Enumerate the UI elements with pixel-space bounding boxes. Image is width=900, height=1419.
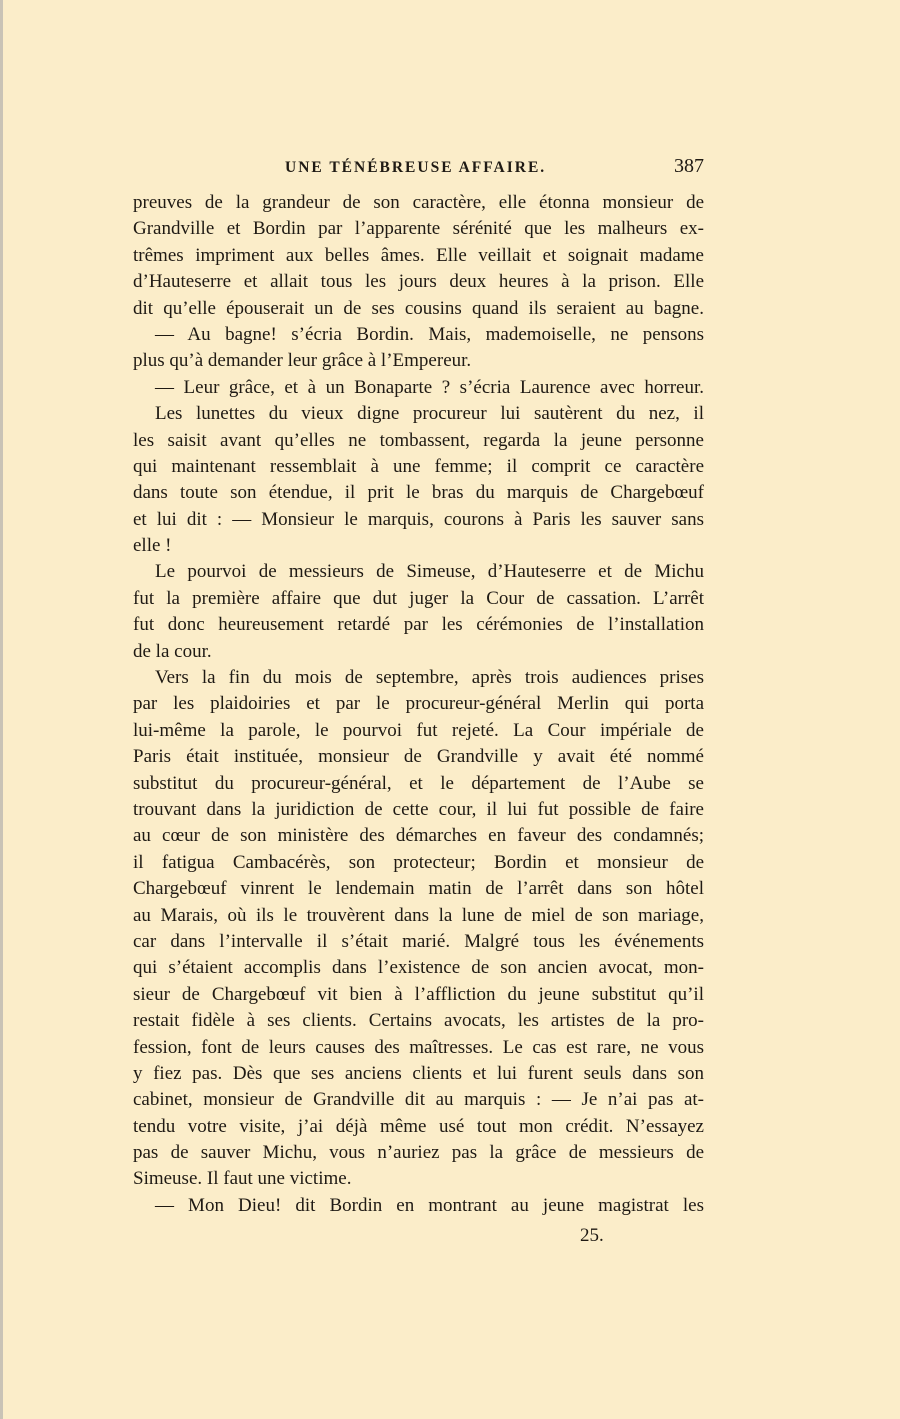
- text-line: pas de sauver Michu, vous n’auriez pas la grâce de messieurs de: [133, 1142, 704, 1164]
- text-line: de la cour.: [133, 640, 212, 662]
- text-line: fession, font de leurs causes des maîtresses. Le cas est rare, ne vous: [133, 1036, 704, 1058]
- running-title: UNE TÉNÉBREUSE AFFAIRE.: [285, 159, 547, 176]
- scan-edge: [0, 0, 3, 1419]
- text-line: trouvant dans la juridiction de cette cour, il lui fut possible de faire: [133, 798, 704, 820]
- text-line: elle !: [133, 535, 172, 557]
- text-line: Vers la fin du mois de septembre, après trois audiences prises: [155, 667, 704, 689]
- text-line: fut donc heureusement retardé par les cérémonies de l’installation: [133, 614, 704, 636]
- text-line: au Marais, où ils le trouvèrent dans la lune de miel de son mariage,: [133, 904, 704, 926]
- text-line: substitut du procureur-général, et le département de l’Aube se: [133, 772, 704, 794]
- running-head: [133, 157, 704, 187]
- text-line: restait fidèle à ses clients. Certains avocats, les artistes de la pro-: [133, 1010, 704, 1032]
- text-line: sieur de Chargebœuf vit bien à l’affliction du jeune substitut qu’il: [133, 983, 704, 1005]
- signature-mark: 25.: [580, 1225, 604, 1246]
- text-line: qui s’étaient accomplis dans l’existence de son ancien avocat, mon-: [133, 957, 704, 979]
- text-line: y fiez pas. Dès que ses anciens clients et lui furent seuls dans son: [133, 1062, 704, 1084]
- text-line: car dans l’intervalle il s’était marié. Malgré tous les événements: [133, 930, 704, 952]
- page-number: 387: [674, 155, 704, 177]
- text-line: Le pourvoi de messieurs de Simeuse, d’Hauteserre et de Michu: [155, 561, 704, 583]
- text-line: Simeuse. Il faut une victime.: [133, 1168, 352, 1190]
- text-line: par les plaidoiries et par le procureur-général Merlin qui porta: [133, 693, 704, 715]
- text-line: trêmes impriment aux belles âmes. Elle veillait et soignait madame: [133, 244, 704, 266]
- text-line: dans toute son étendue, il prit le bras du marquis de Chargebœuf: [133, 482, 704, 504]
- text-line: plus qu’à demander leur grâce à l’Empereur.: [133, 350, 472, 372]
- text-line: — Leur grâce, et à un Bonaparte ? s’écria Laurence avec horreur.: [155, 376, 704, 398]
- text-line: — Mon Dieu! dit Bordin en montrant au jeune magistrat les: [155, 1194, 704, 1216]
- text-line: les saisit avant qu’elles ne tombassent, regarda la jeune personne: [133, 429, 704, 451]
- text-line: d’Hauteserre et allait tous les jours deux heures à la prison. Elle: [133, 271, 704, 293]
- text-line: dit qu’elle épouserait un de ses cousins quand ils seraient au bagne.: [133, 297, 704, 319]
- text-line: Grandville et Bordin par l’apparente sérénité que les malheurs ex-: [133, 218, 704, 240]
- text-line: fut la première affaire que dut juger la Cour de cassation. L’arrêt: [133, 587, 704, 609]
- text-line: Les lunettes du vieux digne procureur lui sautèrent du nez, il: [155, 403, 704, 425]
- text-line: — Au bagne! s’écria Bordin. Mais, mademoiselle, ne pensons: [155, 323, 704, 345]
- body-text: [133, 190, 704, 1219]
- text-line: Chargebœuf vinrent le lendemain matin de l’arrêt dans son hôtel: [133, 878, 704, 900]
- text-line: et lui dit : — Monsieur le marquis, courons à Paris les sauver sans: [133, 508, 704, 530]
- text-line: cabinet, monsieur de Grandville dit au marquis : — Je n’ai pas at-: [133, 1089, 704, 1111]
- book-page: [133, 155, 704, 1246]
- text-line: lui-même la parole, le pourvoi fut rejeté. La Cour impériale de: [133, 719, 704, 741]
- text-line: tendu votre visite, j’ai déjà même usé tout mon crédit. N’essayez: [133, 1115, 704, 1137]
- text-line: Paris était instituée, monsieur de Grandville y avait été nommé: [133, 746, 704, 768]
- text-line: preuves de la grandeur de son caractère, elle étonna monsieur de: [133, 192, 704, 213]
- text-line: il fatigua Cambacérès, son protecteur; Bordin et monsieur de: [133, 851, 704, 873]
- text-line: qui maintenant ressemblait à une femme; il comprit ce caractère: [133, 455, 704, 477]
- text-line: au cœur de son ministère des démarches en faveur des condamnés;: [133, 825, 704, 847]
